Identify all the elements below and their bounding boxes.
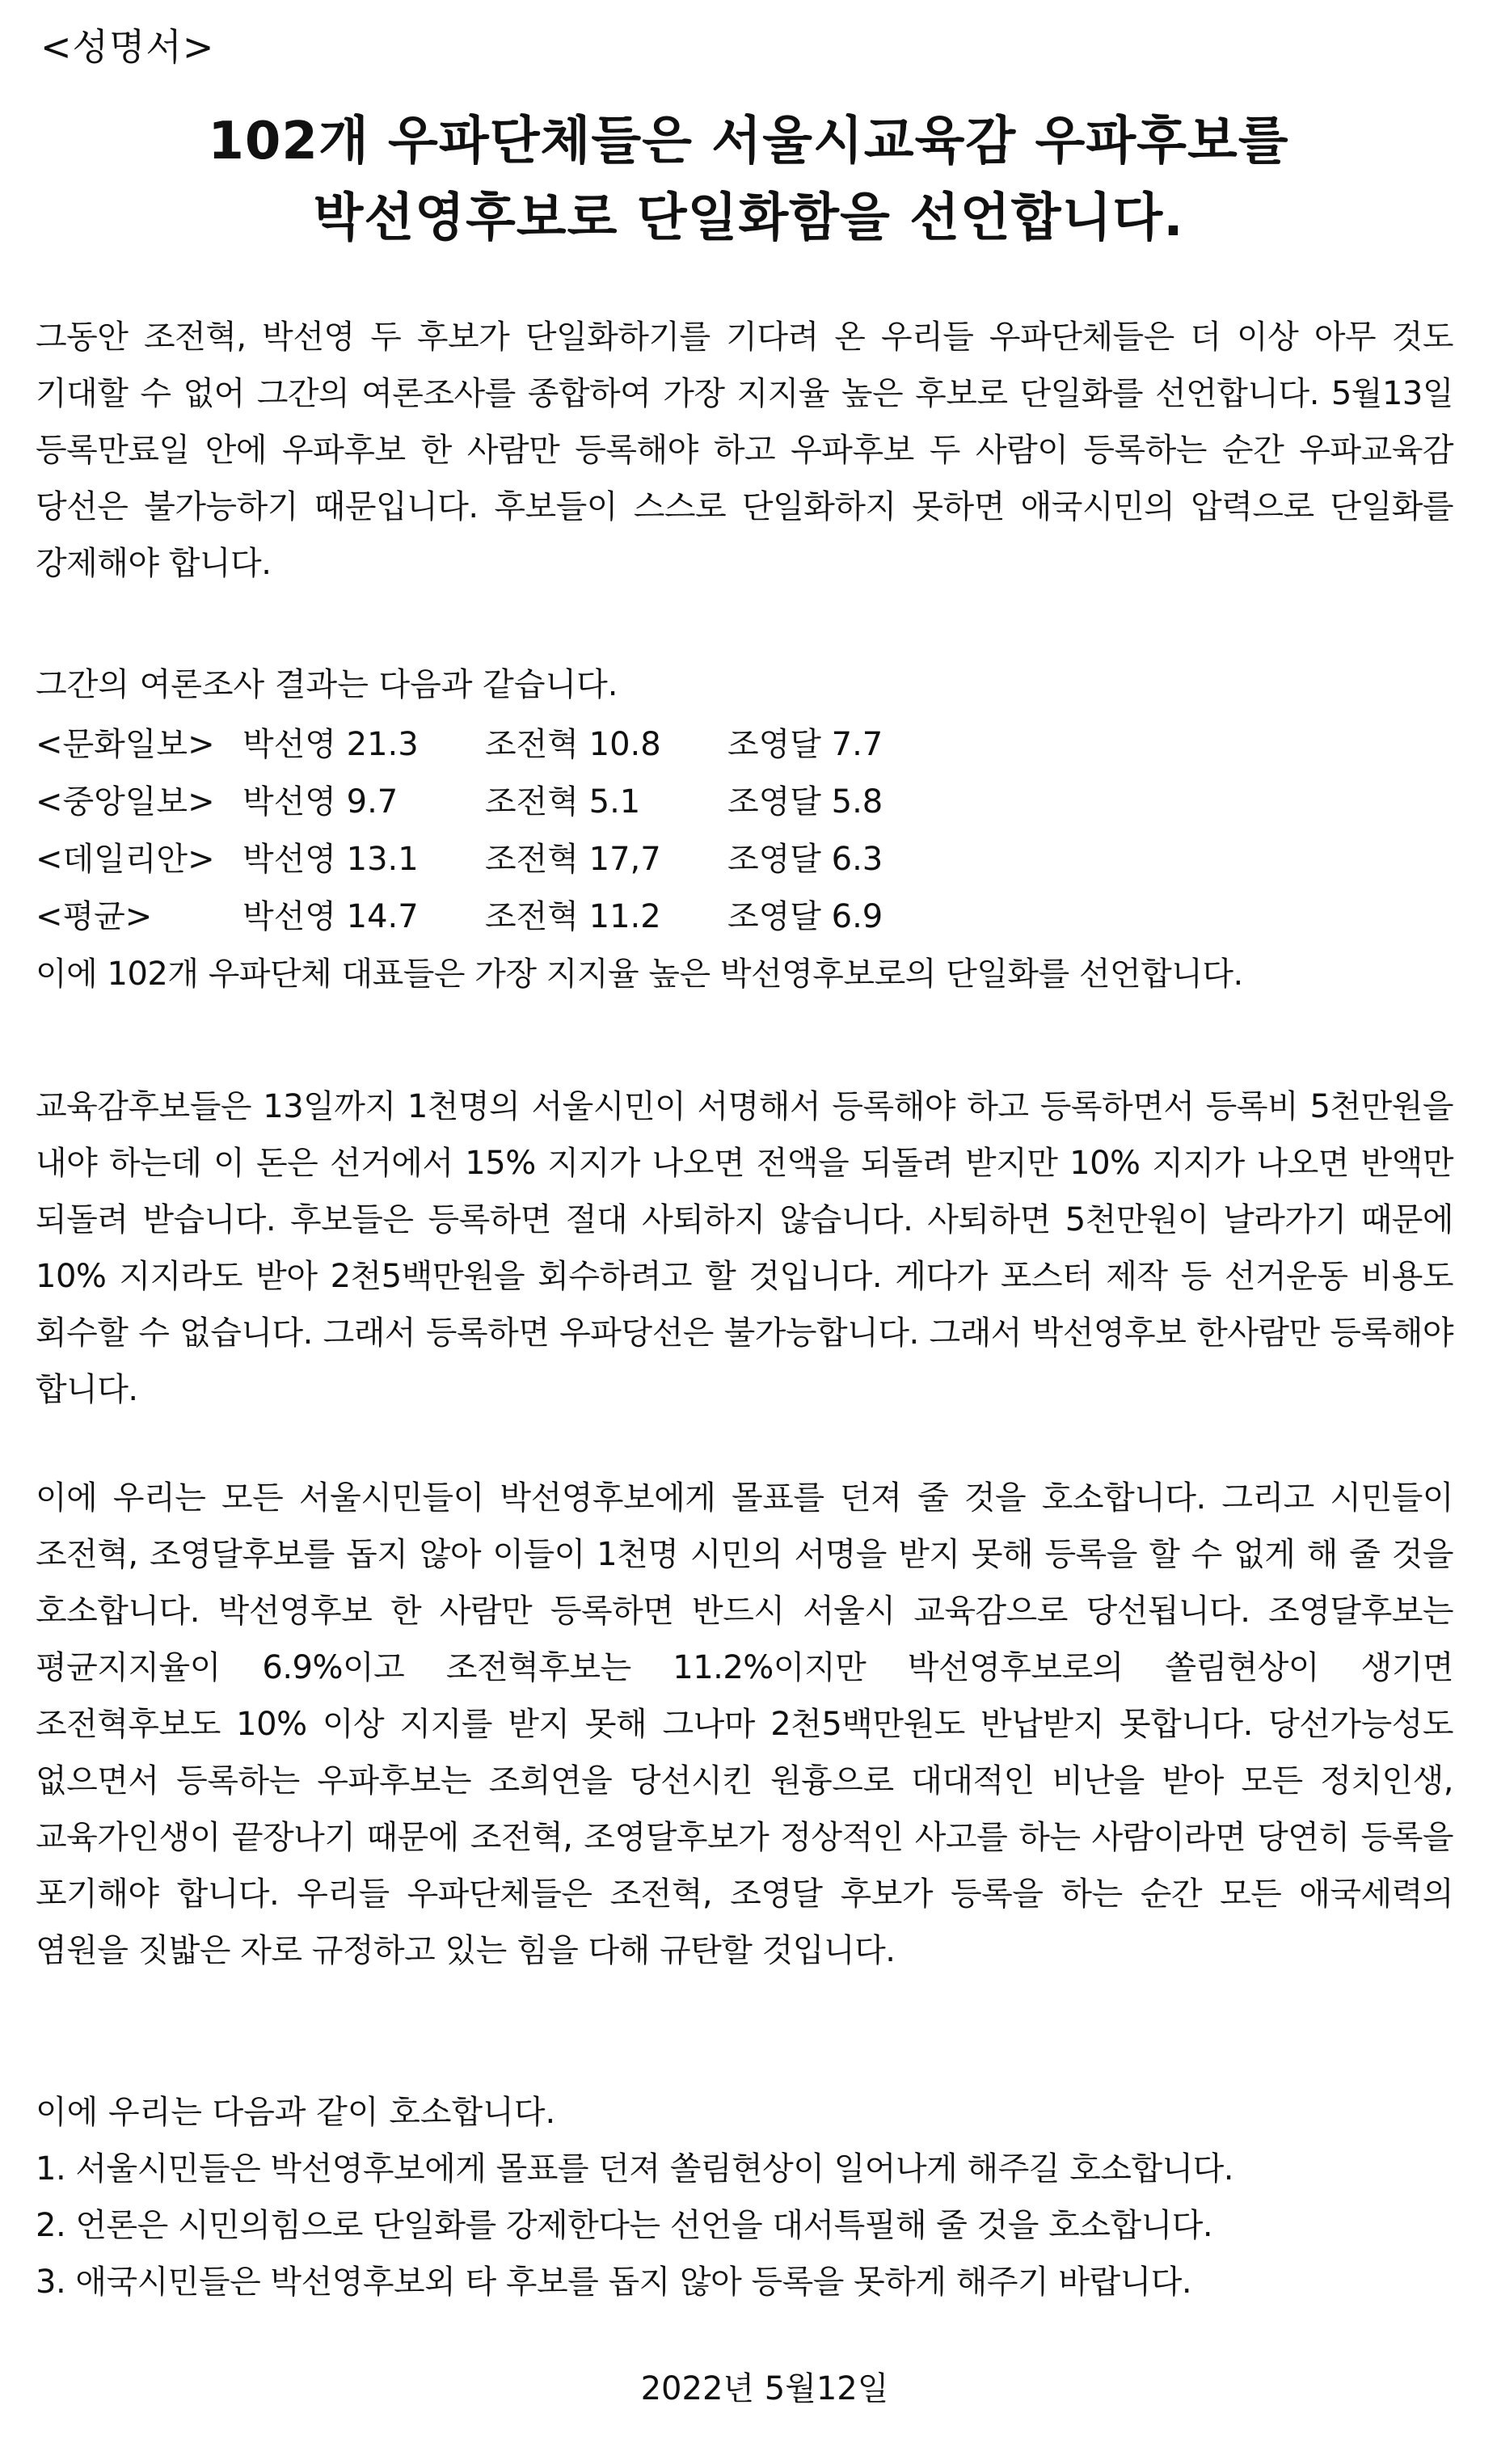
appeal-heading: 이에 우리는 다음과 같이 호소합니다. (36, 2094, 556, 2131)
poll-candidate-1: 박선영 9.7 (242, 783, 398, 821)
poll-results-table (36, 713, 970, 943)
document-label: <성명서> (40, 25, 215, 69)
poll-conclusion: 이에 102개 우파단체 대표들은 가장 지지율 높은 박선영후보로의 단일화를 선언합니다. (36, 956, 1243, 993)
poll-candidate-2: 조전혁 10.8 (485, 726, 661, 763)
poll-heading: 그간의 여론조사 결과는 다음과 같습니다. (36, 666, 618, 703)
poll-source: <중앙일보> (36, 783, 215, 821)
poll-source: <데일리안> (36, 841, 215, 878)
poll-source: <문화일보> (36, 726, 215, 763)
poll-row (36, 828, 970, 885)
poll-row (36, 885, 970, 943)
poll-row (36, 713, 970, 770)
poll-candidate-1: 박선영 13.1 (242, 841, 419, 878)
poll-candidate-3: 조영달 5.8 (727, 783, 883, 821)
poll-candidate-3: 조영달 6.9 (727, 898, 883, 935)
appeal-list (36, 2141, 1233, 2310)
appeal-item: 2. 언론은 시민의힘으로 단일화를 강제한다는 선언을 대서특필해 줄 것을 호소합니다. (36, 2207, 1213, 2244)
poll-candidate-2: 조전혁 5.1 (485, 783, 641, 821)
poll-row (36, 770, 970, 828)
poll-candidate-2: 조전혁 17,7 (485, 841, 661, 878)
poll-candidate-3: 조영달 7.7 (727, 726, 883, 763)
appeal-item: 1. 서울시민들은 박선영후보에게 몰표를 던져 쏠림현상이 일어나게 해주길 호소합니다. (36, 2150, 1233, 2188)
paragraph-appeal: 이에 우리는 모든 서울시민들이 박선영후보에게 몰표를 던져 줄 것을 호소합니다. 그리고 시민들이 조전혁, 조영달후보를 돕지 않아 이들이 1천명 시민의 서명을 받지 못해 등록을 할 수 없게 해 줄 것을 호소합니다. 박선영후보 한 사람만 등록하면 반드시 서울시 교육감으로 당선됩니다. 조영달후보는 평균지지율이 6.9%이고 조전혁후보는 11.2%이지만 박선영후보로의 쏠림현상이 생기면 조전혁후보도 10% 이상 지지를 받지 못해 그나마 2천5백만원도 반납받지 못합니다. 당선가능성도 없으면서 등록하는 우파후보는 조희연을 당선시킨 원흉으로 대대적인 비난을 받아 모든 정치인생, 교육가인생이 끝장나기 때문에 조전혁, 조영달후보가 정상적인 사고를 하는 사람이라면 당연히 등록을 포기해야 합니다. 우리들 우파단체들은 조전혁, 조영달 후보가 등록을 하는 순간 모든 애국세력의 염원을 짓밟은 자로 규정하고 있는 힘을 다해 규탄할 것입니다. (36, 1479, 1453, 1969)
title-line-1: 102개 우파단체들은 서울시교육감 우파후보를 (208, 112, 1289, 171)
document-title (0, 103, 1497, 257)
poll-candidate-1: 박선영 14.7 (242, 898, 419, 935)
title-line-2: 박선영후보로 단일화함을 선언합니다. (313, 188, 1184, 248)
poll-candidate-3: 조영달 6.3 (727, 841, 883, 878)
paragraph-intro: 그동안 조전혁, 박선영 두 후보가 단일화하기를 기다려 온 우리들 우파단체들은 더 이상 아무 것도 기대할 수 없어 그간의 여론조사를 종합하여 가장 지지율 높은 후보로 단일화를 선언합니다. 5월13일 등록만료일 안에 우파후보 한 사람만 등록해야 하고 우파후보 두 사람이 등록하는 순간 우파교육감 당선은 불가능하기 때문입니다. 후보들이 스스로 단일화하지 못하면 애국시민의 압력으로 단일화를 강제해야 합니다. (36, 319, 1453, 582)
poll-source: <평균> (36, 898, 153, 935)
poll-candidate-1: 박선영 21.3 (242, 726, 419, 763)
paragraph-registration: 교육감후보들은 13일까지 1천명의 서울시민이 서명해서 등록해야 하고 등록하면서 등록비 5천만원을 내야 하는데 이 돈은 선거에서 15% 지지가 나오면 전액을 되돌려 받지만 10% 지지가 나오면 반액만 되돌려 받습니다. 후보들은 등록하면 절대 사퇴하지 않습니다. 사퇴하면 5천만원이 날라가기 때문에 10% 지지라도 받아 2천5백만원을 회수하려고 할 것입니다. 게다가 포스터 제작 등 선거운동 비용도 회수할 수 없습니다. 그래서 등록하면 우파당선은 불가능합니다. 그래서 박선영후보 한사람만 등록해야 합니다. (36, 1088, 1453, 1408)
document-date: 2022년 5월12일 (640, 2370, 889, 2407)
poll-candidate-2: 조전혁 11.2 (485, 898, 661, 935)
appeal-item: 3. 애국시민들은 박선영후보외 타 후보를 돕지 않아 등록을 못하게 해주기 바랍니다. (36, 2264, 1192, 2301)
